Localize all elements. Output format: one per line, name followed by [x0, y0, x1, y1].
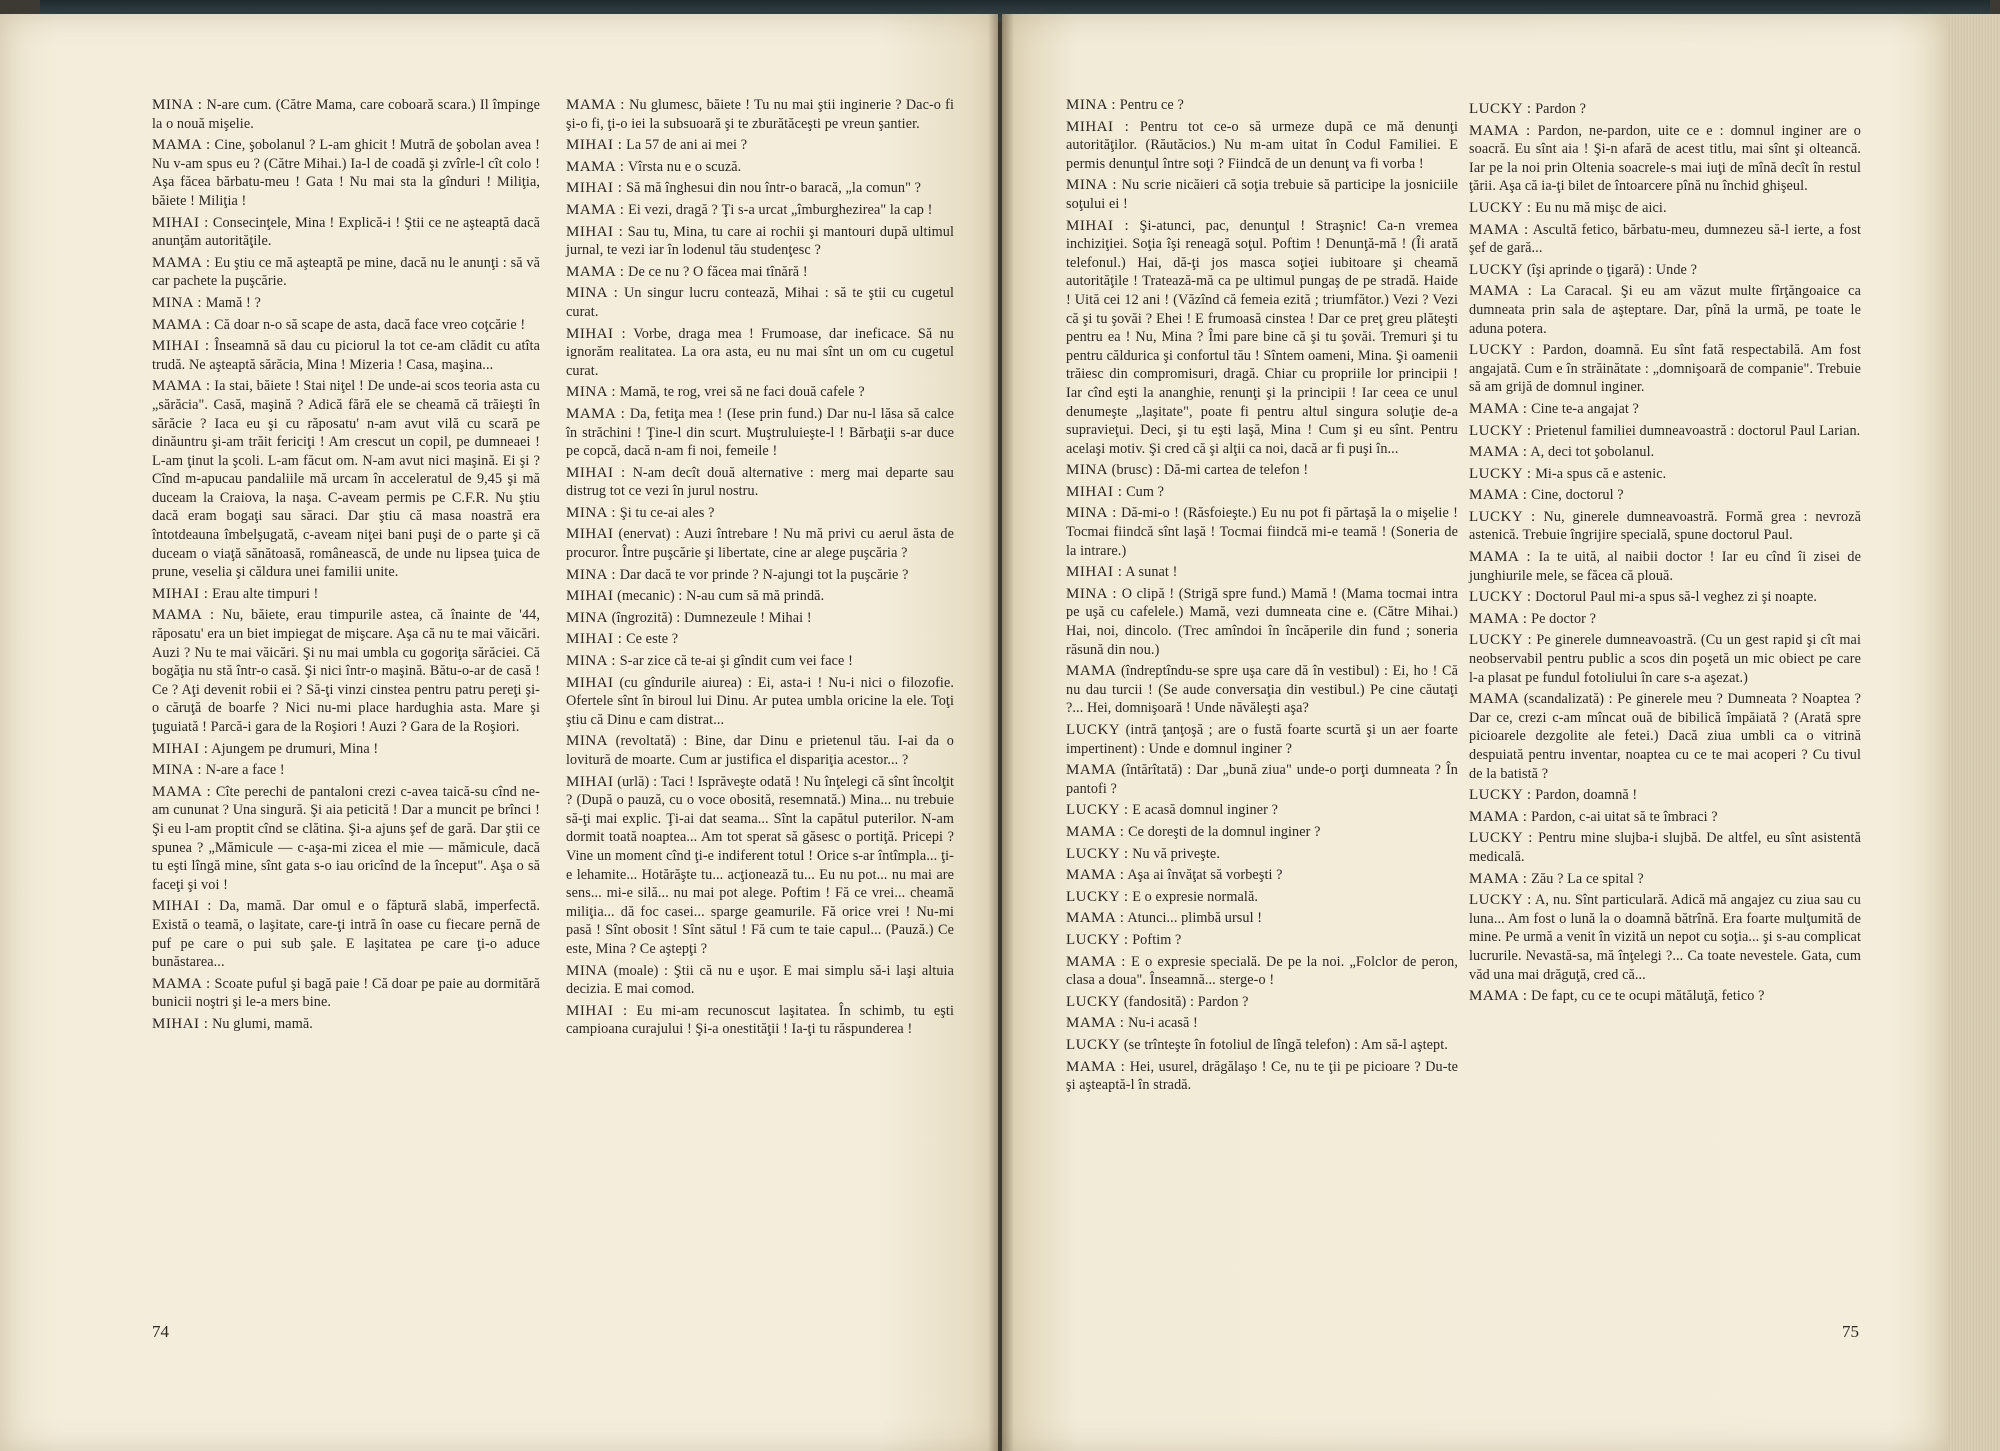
- speaker-name: LUCKY :: [1066, 888, 1129, 905]
- dialogue-text: (îşi aprinde o ţigară) : Unde ?: [1526, 261, 1697, 278]
- speaker-name: MAMA: [1469, 691, 1520, 708]
- dialogue-text: (întărîtată) : Dar „bună ziua" unde-o porţi dumneata ? În pantofi ?: [1066, 762, 1458, 797]
- dialogue-line: [566, 1002, 954, 1039]
- speaker-name: MIHAI :: [566, 223, 624, 240]
- speaker-name: MAMA :: [1469, 221, 1529, 238]
- dialogue-line: [1469, 610, 1861, 629]
- dialogue-line: [1469, 486, 1861, 505]
- speaker-name: MINA :: [1066, 585, 1118, 602]
- dialogue-text: Eu mi-am recunoscut laşitatea. În schimb, tu eşti campioana curajului ! Şi-a onestităţii ! Ia-ţi tu răspunderea !: [566, 1002, 954, 1038]
- dialogue-line: [566, 179, 954, 198]
- dialogue-line: [1066, 662, 1458, 718]
- dialogue-text: (urlă) : Taci ! Isprăveşte odată ! Nu înţelegi că sînt încolţit ? (După o pauză, cu o voce obosită, resemnată.) Mina... nu trebuie să-ţi mai explic. Ţi-ai dat seama... Sînt la capătul puterilor. N-am dormit toată noaptea... Am tot sperat să găsesc o portiţă. Pricepi ? Vine un moment cînd ţi-e indiferent totul ! Orice s-ar întîmpla... ţi-e lehamite... Hotărăşte tu... acţionează tu... Eu nu pot... nu mai are sens... mi-e silă... nu mai pot alege. Poftim ! Fă ce vrei... cheamă miliţia... dă foc casei... sparge geamurile. Fă orice vrei ! Nu-mi pasă ! Sînt obosit ! Sînt sătul ! Fă cum te taie capul... (Pauză.) Ce este, Mina ? Ce aştepţi ?: [566, 773, 955, 957]
- dialogue-line: [152, 740, 540, 759]
- left-page-column-1: [152, 96, 540, 1037]
- speaker-name: MAMA :: [152, 137, 211, 154]
- dialogue-line: [1469, 341, 1861, 397]
- speaker-name: LUCKY :: [1469, 830, 1533, 847]
- speaker-name: MINA: [566, 962, 608, 979]
- speaker-name: MINA: [566, 733, 608, 750]
- dialogue-text: Şi tu ce-ai ales ?: [619, 504, 715, 521]
- dialogue-text: Pe ginerele dumneavoastră. (Cu un gest rapid şi cît mai neobservabil pentru public a scos din poşetă un mic obiect pe care l-a plasat pe fundul fotoliului în care s-a aşezat.): [1469, 632, 1861, 686]
- speaker-name: MAMA :: [1469, 808, 1528, 825]
- dialogue-line: [1469, 282, 1861, 338]
- right-page-column-1: [1066, 96, 1458, 1098]
- dialogue-line: [566, 674, 954, 730]
- dialogue-line: [566, 158, 954, 177]
- speaker-name: MAMA :: [1066, 867, 1125, 884]
- dialogue-line: [152, 214, 540, 251]
- dialogue-line: [152, 337, 540, 374]
- dialogue-line: [1469, 465, 1861, 484]
- dialogue-text: Ia te uită, al naibii doctor ! Iar eu cînd îi zisei de junghiurile mele, se făcea că plouă.: [1469, 549, 1861, 584]
- dialogue-text: (îngrozită) : Dumnezeule ! Mihai !: [611, 609, 812, 626]
- dialogue-line: [1066, 909, 1458, 928]
- dialogue-line: [1066, 801, 1458, 820]
- speaker-name: MAMA :: [1066, 953, 1126, 970]
- speaker-name: MIHAI :: [566, 325, 627, 342]
- speaker-name: MIHAI :: [566, 180, 623, 197]
- dialogue-line: [1066, 1014, 1458, 1033]
- speaker-name: MINA :: [1066, 97, 1117, 113]
- speaker-name: MAMA :: [566, 97, 625, 113]
- dialogue-line: [566, 201, 954, 220]
- speaker-name: MIHAI :: [566, 631, 623, 648]
- dialogue-text: Atunci... plimbă ursul !: [1127, 910, 1263, 927]
- dialogue-line: [1066, 866, 1458, 885]
- dialogue-text: N-are cum. (Către Mama, care coboară scara.) Il împinge la o nouă mişelie.: [152, 97, 540, 132]
- speaker-name: MINA :: [566, 504, 617, 521]
- dialogue-line: [1469, 508, 1861, 545]
- dialogue-line: [152, 136, 540, 210]
- left-page-column-2: [566, 96, 954, 1042]
- dialogue-line: [1469, 987, 1861, 1006]
- dialogue-line: [566, 525, 954, 562]
- dialogue-line: [152, 377, 540, 582]
- dialogue-line: [152, 585, 540, 604]
- speaker-name: MAMA :: [1066, 823, 1125, 840]
- dialogue-text: (fandosită) : Pardon ?: [1123, 993, 1249, 1010]
- speaker-name: MIHAI :: [566, 137, 623, 154]
- dialogue-line: [1066, 461, 1458, 480]
- dialogue-line: [1066, 1036, 1458, 1055]
- dialogue-line: [566, 96, 954, 133]
- dialogue-text: Zău ? La ce spital ?: [1531, 870, 1644, 887]
- speaker-name: MIHAI :: [1066, 483, 1123, 500]
- dialogue-line: [1066, 993, 1458, 1012]
- dialogue-text: Erau alte timpuri !: [212, 585, 319, 602]
- dialogue-line: [1469, 690, 1861, 783]
- dialogue-text: Poftim ?: [1132, 931, 1182, 948]
- dialogue-text: Ascultă fetico, bărbatu-meu, dumnezeu să-l ierte, a fost şef de gară...: [1469, 221, 1861, 257]
- dialogue-line: [1469, 891, 1861, 984]
- speaker-name: MIHAI :: [152, 898, 212, 915]
- dialogue-text: E acasă domnul inginer ?: [1132, 802, 1278, 819]
- speaker-name: MAMA: [1066, 663, 1117, 680]
- dialogue-text: (intră ţanţoşă ; are o fustă foarte scurtă şi un aer foarte impertinent) : Unde e domnul inginer ?: [1066, 722, 1458, 757]
- speaker-name: MINA :: [152, 294, 203, 311]
- dialogue-line: [566, 630, 954, 649]
- dialogue-text: Nu vă priveşte.: [1132, 845, 1220, 862]
- page-number-left: 74: [152, 1322, 169, 1341]
- speaker-name: MAMA :: [1469, 444, 1528, 461]
- dialogue-line: [1066, 118, 1458, 174]
- dialogue-line: [1469, 548, 1861, 585]
- dialogue-text: Mamă, te rog, vrei să ne faci două cafele ?: [619, 384, 865, 401]
- dialogue-line: [1469, 261, 1861, 280]
- dialogue-line: [1066, 888, 1458, 907]
- dialogue-text: Ce doreşti de la domnul inginer ?: [1128, 823, 1321, 840]
- speaker-name: MAMA :: [1066, 1058, 1126, 1075]
- speaker-name: LUCKY: [1066, 1036, 1121, 1053]
- dialogue-text: (brusc) : Dă-mi cartea de telefon !: [1111, 462, 1309, 479]
- speaker-name: LUCKY :: [1469, 342, 1536, 359]
- dialogue-line: [1469, 443, 1861, 462]
- speaker-name: MIHAI :: [152, 338, 210, 355]
- dialogue-text: Ajungem pe drumuri, Mina !: [211, 740, 379, 757]
- dialogue-text: Cine, doctorul ?: [1531, 487, 1624, 504]
- dialogue-text: E o expresie specială. De pe la noi. „Folclor de peron, clasa a doua". Înseamnă... sterge-o !: [1066, 953, 1458, 989]
- speaker-name: MAMA :: [1469, 988, 1528, 1005]
- dialogue-text: Pentru mine slujba-i slujbă. De altfel, eu sînt asistentă medicală.: [1469, 830, 1862, 865]
- dialogue-line: [1469, 100, 1861, 119]
- dialogue-text: (moale) : Ştii că nu e uşor. E mai simplu să-i laşi altuia decizia. E mai comod.: [566, 962, 954, 998]
- page-stack-edge: [1948, 14, 2000, 1451]
- speaker-name: LUCKY :: [1469, 422, 1532, 439]
- dialogue-line: [1066, 845, 1458, 864]
- dialogue-text: A, nu. Sînt particulară. Adică mă angajez cu ziua sau cu luna... Am fost o lună la o doamnă bătrînă. Era foarte mulţumită de mine. Pe urmă a venit în vizită un nepot cu soţia... şi s-au complicat lucrurile. Nevastă-sa, mă înţelegi ?... Ca toate nevestele. Gata, cum văd una mai drăguţă, cred că...: [1469, 892, 1861, 983]
- speaker-name: MAMA :: [566, 263, 625, 280]
- dialogue-line: [1066, 1058, 1458, 1095]
- dialogue-text: Nu-i acasă !: [1128, 1015, 1198, 1032]
- speaker-name: LUCKY: [1469, 261, 1524, 278]
- dialogue-line: [566, 587, 954, 606]
- speaker-name: MIHAI :: [152, 1015, 209, 1032]
- dialogue-text: Pentru tot ce-o să urmeze după ce mă denunţi autorităţilor. (Răutăcios.) Nu m-am uitat în Codul Familiei. E permis denunţul între soţi ? Fiindcă de un denunţ va fi vorba !: [1066, 118, 1458, 172]
- dialogue-text: (scandalizată) : Pe ginerele meu ? Dumneata ? Noaptea ? Dar ce, crezi c-am mîncat ouă de bibilică împăiată ? (Arată spre picioarele dezgolite ale fetei.) Dacă ziua umbli ca o vitrină despuiată pentru inventar, noaptea cu ce te mai acoperi ? Cu tivul de la batistă ?: [1469, 691, 1861, 782]
- dialogue-text: Vorbe, draga mea ! Frumoase, dar ineficace. Să nu ignorăm realitatea. La ora asta, eu nu mai sînt un om cu cugetul curat.: [566, 325, 955, 379]
- dialogue-text: (mecanic) : N-au cum să mă prindă.: [617, 588, 825, 605]
- dialogue-line: [566, 962, 954, 999]
- dialogue-line: [566, 383, 954, 402]
- dialogue-line: [566, 284, 954, 321]
- speaker-name: MIHAI: [566, 674, 614, 691]
- speaker-name: MINA :: [566, 566, 617, 583]
- speaker-name: MAMA :: [152, 254, 211, 271]
- dialogue-line: [566, 136, 954, 155]
- dialogue-text: Consecinţele, Mina ! Explică-i ! Ştii ce ne aşteaptă dacă anunţăm autorităţile.: [152, 214, 540, 250]
- dialogue-line: [1469, 808, 1861, 827]
- speaker-name: LUCKY: [1066, 722, 1121, 738]
- speaker-name: MAMA :: [566, 201, 625, 218]
- dialogue-line: [1066, 721, 1458, 758]
- dialogue-line: [152, 761, 540, 780]
- speaker-name: MAMA :: [152, 607, 215, 624]
- speaker-name: MINA :: [152, 97, 203, 113]
- dialogue-line: [1066, 217, 1458, 459]
- dialogue-line: [1066, 504, 1458, 560]
- dialogue-line: [1469, 870, 1861, 889]
- dialogue-text: La 57 de ani ai mei ?: [626, 137, 748, 154]
- speaker-name: LUCKY :: [1066, 802, 1129, 819]
- book-gutter: [988, 14, 1014, 1451]
- dialogue-text: Eu ştiu ce mă aşteaptă pe mine, dacă nu le anunţi : să vă car pachete la puşcărie.: [152, 254, 540, 290]
- dialogue-line: [1469, 122, 1861, 196]
- speaker-name: MAMA :: [1469, 283, 1533, 300]
- speaker-name: MAMA: [1066, 762, 1117, 779]
- speaker-name: MIHAI :: [1066, 217, 1130, 234]
- speaker-name: LUCKY :: [1469, 101, 1532, 117]
- dialogue-line: [1066, 761, 1458, 798]
- dialogue-text: Pardon, doamnă !: [1535, 787, 1638, 804]
- speaker-name: MIHAI: [566, 773, 614, 790]
- dialogue-text: Pardon, doamnă. Eu sînt fată respectabilă. Am fost angajată. Cum e în străinătate : „domnişoară de companie". Trebuie să am grijă de domnul inginer.: [1469, 342, 1861, 396]
- dialogue-text: De ce nu ? O făcea mai tînără !: [628, 263, 808, 280]
- dialogue-text: E o expresie normală.: [1132, 888, 1258, 905]
- dialogue-line: [566, 263, 954, 282]
- dialogue-line: [152, 96, 540, 133]
- dialogue-text: (enervat) : Auzi întrebare ! Nu mă privi cu aerul ăsta de procuror. Între puşcărie şi libertate, cine ar alege puşcăria ?: [566, 526, 954, 562]
- speaker-name: MAMA :: [1469, 487, 1528, 504]
- dialogue-line: [1469, 631, 1861, 687]
- dialogue-text: Pardon ?: [1535, 101, 1587, 117]
- dialogue-text: Şi-atunci, pac, denunţul ! Straşnic! Ca-n vremea inchiziţiei. Soţia îşi reneagă soţul. Poftim ! Denunţă-mă ! (Îi arată telefonul.) Hai, dă-ţi jos masca soţiei iubitoare şi cheamă autorităţile ! Tratează-mă ca pe ultimul pungaş de pe stradă. Haide ! Uită cei 12 ani ! (Văzînd că femeia ezită ; triumfător.) Vezi ? Vezi că şi tu şovăi ? Ehei ! E frumoasă cinstea ! Dar ce preţ greu plăteşti pentru ea ! Nu, Mina ? Îmi pare bine că şi tu şovăi. Tremuri şi tu pentru căldurica şi confortul tău ! Sîntem oameni, Mina. Şi oamenii trăiesc din compromisuri, dragă. Chiar cu propriile lor principii ! Iar cînd eşti la ananghie, renunţi şi la principii ! Iar ceea ce unul denumeşte „laşitate", poate fi pentru altul singura soluţie de-a supravieţui. Deci, şi tu eşti laşă, Mina ! Cum şi eu sînt. Pentru acelaşi motiv. Şi cred că şi alţii ca noi, dacă ar fi puşi în...: [1066, 217, 1458, 457]
- speaker-name: LUCKY :: [1469, 787, 1532, 804]
- dialogue-text: Doctorul Paul mi-a spus să-l veghez zi şi noapte.: [1535, 589, 1818, 606]
- dialogue-text: Un singur lucru contează, Mihai : să te ştii cu cugetul curat.: [566, 285, 954, 320]
- dialogue-text: Ia stai, băiete ! Stai niţel ! De unde-ai scos teoria asta cu „sărăcia". Casă, maşină ? Adică fără ele se cheamă că trăieşti în sărăcie ? Iaca eu şi cu răposatu' n-am avut vilă cu scară pe dinăuntru şi-am trăit fericiţi ! Am crescut un copil, pe dumneaei ! L-am ţinut la şcoli. L-am făcut om. N-am avut nici maşină. Ei şi ? Cînd m-apucau pandaliile mă urcam în acceleratul de 9,45 şi mă duceam la Craiova, la naşa. C-aveam permis pe C.F.R. Nu ştiu dacă eram bogaţi sau săraci. Dar ştiu că masa noastră era întotdeauna îmbelşugată, c-aveam niţei bani puşi de o parte şi că duceam o viaţă sănătoasă, românească, de unde nu lipsea ţuica de prune, veselia şi căldura unei familii unite.: [152, 378, 540, 581]
- dialogue-text: Nu glumesc, băiete ! Tu nu mai ştii inginerie ? Dac-o fi şi-o fi, ţi-o iei la subsuoară şi te zburătăceşti pe vreun şantier.: [566, 97, 955, 132]
- speaker-name: MINA: [566, 609, 608, 626]
- dialogue-line: [566, 652, 954, 671]
- dialogue-text: Să mă înghesui din nou într-o baracă, „la comun" ?: [626, 180, 922, 197]
- speaker-name: MIHAI: [566, 526, 614, 543]
- dialogue-text: Pardon, c-ai uitat să te îmbraci ?: [1531, 808, 1718, 825]
- dialogue-line: [1469, 829, 1861, 866]
- dialogue-line: [566, 504, 954, 523]
- dialogue-text: Vîrsta nu e o scuză.: [627, 158, 742, 175]
- speaker-name: LUCKY :: [1469, 465, 1532, 482]
- dialogue-line: [1066, 176, 1458, 213]
- speaker-name: MIHAI :: [1066, 118, 1130, 135]
- dialogue-text: (cu gîndurile aiurea) : Ei, asta-i ! Nu-i nici o filozofie. Ofertele sînt în biroul lui Dinu. Ar putea umbla oricine la ele. Toţi ştiu că Dinu e cam distrat...: [566, 674, 954, 728]
- speaker-name: MAMA :: [566, 405, 626, 422]
- dialogue-text: Sau tu, Mina, tu care ai rochii şi mantouri după ultimul jurnal, te vezi iar în lodenul tău studenţesc ?: [566, 223, 954, 259]
- speaker-name: LUCKY :: [1469, 589, 1532, 606]
- speaker-name: MIHAI: [566, 588, 614, 605]
- speaker-name: LUCKY :: [1066, 845, 1129, 862]
- dialogue-text: Înseamnă să dau cu piciorul la tot ce-am clădit cu atîta trudă. Ne aşteaptă sărăcia, Mina ! Mizeria ! Casa, maşina...: [152, 338, 540, 373]
- speaker-name: MAMA :: [152, 975, 211, 992]
- dialogue-line: [1066, 931, 1458, 950]
- dialogue-text: N-are a face !: [205, 762, 285, 779]
- speaker-name: MIHAI :: [1066, 564, 1123, 581]
- speaker-name: LUCKY :: [1469, 632, 1533, 649]
- speaker-name: MINA :: [566, 653, 617, 670]
- dialogue-text: Cine, şobolanul ? L-am ghicit ! Mutră de şobolan avea ! Nu v-am spus eu ? (Către Mihai.) Ia-l de coadă şi zvîrle-l cît colo ! Aşa făcea bărbatu-meu ! Gata ! Nu mai sta la gînduri ! Miliţia, băiete ! Miliţia !: [152, 137, 540, 209]
- dialogue-text: A, deci tot şobolanul.: [1530, 444, 1655, 461]
- dialogue-line: [1469, 588, 1861, 607]
- speaker-name: LUCKY :: [1066, 931, 1129, 948]
- speaker-name: MINA :: [1066, 505, 1117, 522]
- dialogue-text: Pardon, ne-pardon, uite ce e : domnul inginer are o soacră. Eu sînt aia ! Şi-n afară de acest titlu, mai sînt şi olteancă. Iar pe la noi prin Oltenia soacrele-s mai iuţi de mînă decît în restul ţării. Aşa că ia-ţi bilet de întoarcere pînă nu închid ghişeul.: [1469, 122, 1861, 195]
- dialogue-line: [566, 325, 954, 381]
- dialogue-line: [1066, 823, 1458, 842]
- dialogue-line: [152, 606, 540, 736]
- dialogue-line: [1066, 483, 1458, 502]
- dialogue-text: Da, mamă. Dar omul e o făptură slabă, imperfectă. Există o teamă, o laşitate, care-ţi intră în oase cu fiecare pernă de puf pe care o pui sub şale. E laşitatea pe care ţi-o aduce bunăstarea...: [152, 898, 541, 971]
- speaker-name: MINA :: [1066, 177, 1118, 194]
- dialogue-line: [152, 1015, 540, 1034]
- speaker-name: MAMA :: [1469, 870, 1528, 887]
- dialogue-text: Dar dacă te vor prinde ? N-ajungi tot la puşcărie ?: [619, 566, 909, 583]
- speaker-name: MAMA :: [1066, 910, 1125, 927]
- dialogue-line: [1066, 585, 1458, 659]
- dialogue-line: [152, 254, 540, 291]
- dialogue-line: [1469, 400, 1861, 419]
- speaker-name: MAMA :: [1066, 1015, 1125, 1032]
- dialogue-text: (se trînteşte în fotoliul de lîngă telefon) : Am să-l aştept.: [1123, 1036, 1448, 1053]
- dialogue-line: [1469, 221, 1861, 258]
- dialogue-text: Că doar n-o să scape de asta, dacă face vreo coţcărie !: [214, 316, 526, 333]
- dialogue-text: Mi-a spus că e astenic.: [1535, 465, 1667, 482]
- dialogue-line: [1469, 422, 1861, 441]
- speaker-name: MIHAI :: [152, 740, 209, 757]
- speaker-name: MAMA :: [566, 158, 625, 175]
- dialogue-line: [1469, 786, 1861, 805]
- speaker-name: LUCKY: [1066, 993, 1121, 1010]
- dialogue-text: Da, fetiţa mea ! (Iese prin fund.) Dar nu-l lăsa să calce în străchini ! Ţine-l din scurt. Muştruluieşte-l ! Bărbaţii s-ar duce pe copcă, dacă n-am fi noi, femeile !: [566, 405, 954, 460]
- dialogue-text: De fapt, cu ce te ocupi mătăluţă, fetico ?: [1531, 988, 1765, 1005]
- dialogue-line: [152, 783, 540, 895]
- speaker-name: MINA :: [566, 285, 619, 302]
- dialogue-line: [566, 773, 954, 959]
- dialogue-text: Nu scrie nicăieri că soţia trebuie să participe la josniciile soţului ei !: [1066, 177, 1458, 212]
- dialogue-line: [1066, 96, 1458, 115]
- dialogue-text: Eu nu mă mişc de aici.: [1535, 199, 1667, 216]
- speaker-name: MAMA :: [1469, 549, 1532, 566]
- dialogue-text: S-ar zice că te-ai şi gîndit cum vei face !: [619, 653, 853, 670]
- speaker-name: MIHAI :: [152, 214, 209, 231]
- dialogue-text: Scoate puful şi bagă paie ! Că doar pe paie au dormitără bunicii noştri şi le-a mers bine.: [152, 975, 541, 1011]
- speaker-name: LUCKY :: [1469, 199, 1532, 216]
- speaker-name: MAMA :: [1469, 400, 1528, 417]
- dialogue-text: N-am decît două alternative : merg mai departe sau distrug tot ce vezi în jurul nostru.: [566, 464, 954, 500]
- speaker-name: MAMA :: [1469, 122, 1531, 139]
- speaker-name: MAMA :: [152, 378, 211, 395]
- dialogue-text: Prietenul familiei dumneavoastră : doctorul Paul Larian.: [1535, 422, 1861, 439]
- dialogue-text: Pentru ce ?: [1119, 97, 1184, 113]
- dialogue-line: [152, 897, 540, 971]
- dialogue-line: [566, 566, 954, 585]
- dialogue-text: Cum ?: [1126, 483, 1165, 500]
- dialogue-text: Nu, ginerele dumneavoastră. Formă grea : nevroză astenică. Trebuie îngrijire specială, spune doctorul Paul.: [1469, 508, 1861, 544]
- page-number-right: 75: [1842, 1322, 1859, 1341]
- dialogue-text: A sunat !: [1125, 564, 1178, 581]
- dialogue-line: [566, 732, 954, 769]
- speaker-name: MAMA :: [152, 783, 212, 800]
- speaker-name: MIHAI :: [566, 464, 626, 481]
- dialogue-text: Dă-mi-o ! (Răsfoieşte.) Eu nu pot fi părtaşă la o mişelie ! Tocmai fiindcă sînt laşă ! Tocmai fiindcă mi-e teamă ! (Soneria de la intrare.): [1066, 505, 1459, 559]
- dialogue-text: La Caracal. Şi eu am văzut multe fîrţăngoaice ca dumneata prin sala de aşteptare. Dar, pînă la urmă, pe toate le aduna poterа.: [1469, 283, 1861, 337]
- dialogue-text: Aşa ai învăţat să vorbeşti ?: [1127, 867, 1283, 884]
- speaker-name: LUCKY :: [1469, 892, 1532, 909]
- dialogue-text: Ce este ?: [626, 631, 679, 648]
- dialogue-text: Mamă ! ?: [205, 294, 261, 311]
- dialogue-line: [566, 464, 954, 501]
- dialogue-line: [1066, 953, 1458, 990]
- dialogue-line: [1066, 563, 1458, 582]
- dialogue-line: [566, 405, 954, 461]
- dialogue-line: [152, 975, 540, 1012]
- speaker-name: MIHAI :: [152, 585, 209, 602]
- dialogue-line: [152, 294, 540, 313]
- dialogue-text: Cîte perechi de pantaloni crezi c-avea taică-su cînd ne-am cununat ? Una singură. Şi aia peticită ! Dar a muncit pe brînci ! Şi eu l-am proptit cînd se clătina. Şi-a ajuns şef de gară. Dar ştii ce spunea ? „Mămicule — c-aşa-mi zicea el mie — mămicule, dacă tu eşti lîngă mine, sînt gata s-o iau oricînd de la început". Aşa o să faceţi şi voi !: [152, 783, 540, 893]
- speaker-name: MINA :: [566, 384, 617, 401]
- dialogue-text: (revoltată) : Bine, dar Dinu e prietenul tău. I-ai da o lovitură de moarte. Cum ar justifica el dispariţia acestor... ?: [566, 733, 954, 768]
- dialogue-line: [566, 223, 954, 260]
- speaker-name: MINA :: [152, 762, 203, 779]
- dialogue-line: [152, 316, 540, 335]
- dialogue-line: [1469, 199, 1861, 218]
- dialogue-text: Ei vezi, dragă ? Ţi s-a urcat „îmburghezirea" la cap !: [628, 201, 933, 218]
- speaker-name: MAMA :: [152, 316, 211, 333]
- speaker-name: MAMA :: [1469, 610, 1528, 627]
- dialogue-line: [566, 609, 954, 628]
- speaker-name: MINA: [1066, 462, 1108, 479]
- dialogue-text: (îndreptîndu-se spre uşa care dă în vestibul) : Ei, ho ! Că nu dau turcii ! (Se aude conversaţia din vestibul.) Pe cine căutaţi ?... Hei, domnişoară ! Unde năvăleşti aşa?: [1066, 663, 1458, 717]
- dialogue-text: Nu glumi, mamă.: [212, 1015, 313, 1032]
- right-page-column-2: [1469, 100, 1861, 1009]
- dialogue-text: Cine te-a angajat ?: [1531, 400, 1639, 417]
- dialogue-text: Nu, băiete, erau timpurile astea, că înainte de '44, răposatu' era un biet impiegat de mişcare. Aşa că nu te mai văicări. Auzi ? Nu te mai văicări. Şi nu mai umbla cu gogoriţa sărăciei. Că bogăţia nu stă într-o casă. Şi nici într-o maşină. Bătu-o-ar de casă ! Ce ? Aţi devenit robii ei ? Să-ţi vinzi cinstea pentru patru pereţi şi-o căruţă de boarfe ? Nici nu-mi place hardughia asta. Mare şi ţuguiată ! Parcă-i gara de la Roşiori ! Auzi ? Gara de la Roşiori.: [152, 607, 540, 735]
- speaker-name: LUCKY :: [1469, 508, 1536, 525]
- dialogue-text: Hei, usurel, drăgălaşo ! Ce, nu te ţii pe picioare ? Du-te şi aşteaptă-l în stradă.: [1066, 1058, 1459, 1094]
- dialogue-text: O clipă ! (Strigă spre fund.) Mamă ! (Mama tocmai intra pe uşă cu cafelele.) Mamă, vezi dumneata cine e. (Către Mihai.) Hai, noi, dincolo. (Trec amîndoi în încăperile din fund ; soneria răsună din nou.): [1066, 585, 1458, 658]
- speaker-name: MIHAI :: [566, 1002, 628, 1019]
- dialogue-text: Pe doctor ?: [1531, 610, 1597, 627]
